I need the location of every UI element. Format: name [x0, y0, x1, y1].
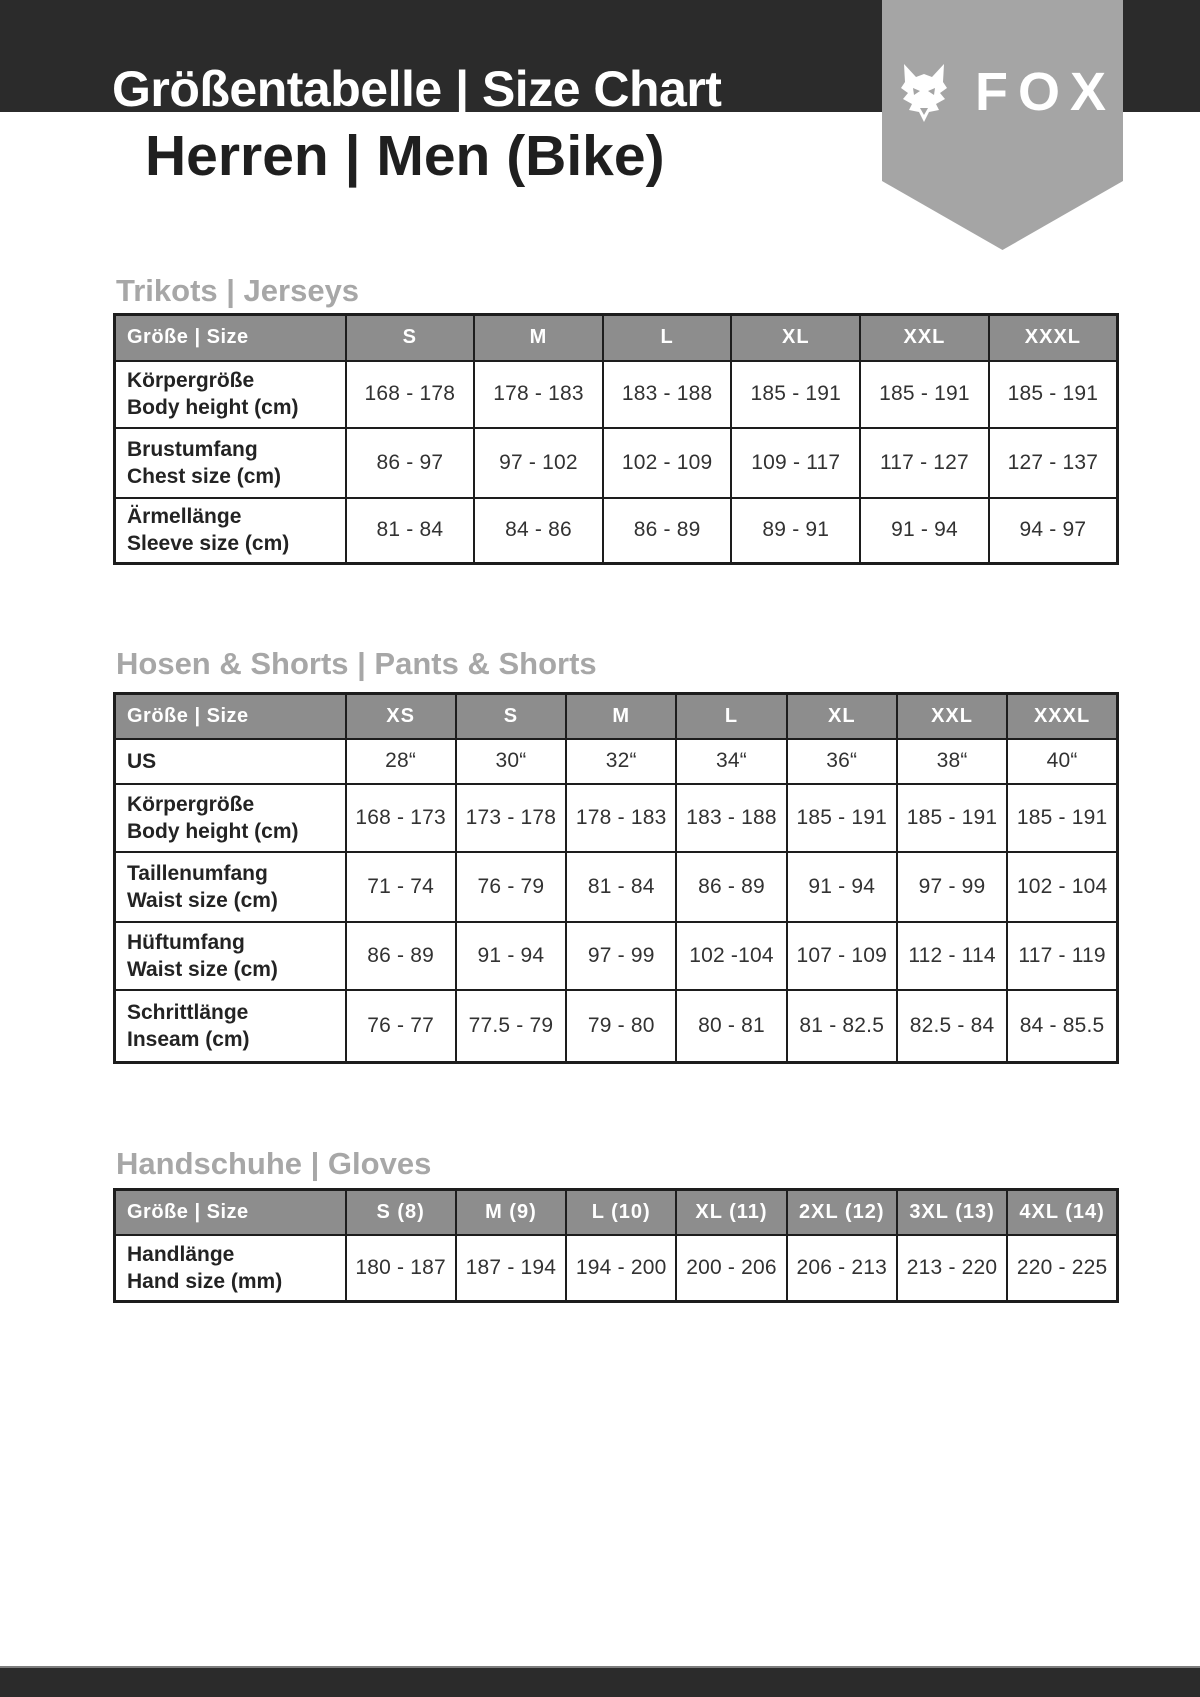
row-label: [115, 922, 346, 990]
size-value-cell: 32“: [566, 739, 676, 784]
size-value-cell: 86 - 89: [346, 922, 456, 990]
row-label-en: Chest size (cm): [127, 464, 282, 488]
size-value-cell: 84 - 86: [474, 498, 603, 564]
page-subtitle: Herren | Men (Bike): [145, 124, 665, 188]
size-value-cell: 185 - 191: [989, 361, 1118, 428]
size-column-header: S: [456, 694, 566, 739]
fox-head-icon: [900, 64, 948, 123]
row-label: [115, 852, 346, 922]
size-column-header: S: [346, 315, 475, 361]
pennant-shape: [882, 0, 1123, 250]
size-column-header: 4XL (14): [1007, 1190, 1117, 1235]
size-column-header: 3XL (13): [897, 1190, 1007, 1235]
table-row: [115, 1235, 1118, 1302]
size-value-cell: 183 - 188: [676, 784, 786, 852]
size-value-cell: 71 - 74: [346, 852, 456, 922]
size-value-cell: 206 - 213: [787, 1235, 897, 1302]
row-label-de: Brustumfang: [127, 437, 258, 461]
row-label-de: Schrittlänge: [127, 1000, 249, 1024]
size-value-cell: 82.5 - 84: [897, 990, 1007, 1063]
size-value-cell: 86 - 97: [346, 428, 475, 498]
table-row: [115, 922, 1118, 990]
row-label-de: US: [127, 749, 157, 773]
size-column-header: M: [566, 694, 676, 739]
size-value-cell: 94 - 97: [989, 498, 1118, 564]
row-label-de: Taillenumfang: [127, 861, 268, 885]
size-value-cell: 168 - 173: [346, 784, 456, 852]
row-label-en: Waist size (cm): [127, 957, 278, 981]
size-value-cell: 127 - 137: [989, 428, 1118, 498]
size-value-cell: 81 - 84: [566, 852, 676, 922]
row-label: [115, 428, 346, 498]
size-value-cell: 117 - 127: [860, 428, 989, 498]
size-column-header: XXL: [860, 315, 989, 361]
size-column-header: XL: [731, 315, 860, 361]
size-value-cell: 187 - 194: [456, 1235, 566, 1302]
size-value-cell: 91 - 94: [787, 852, 897, 922]
row-label: [115, 1235, 346, 1302]
row-label: [115, 990, 346, 1063]
row-label-en: Inseam (cm): [127, 1027, 250, 1051]
row-label-en: Hand size (mm): [127, 1269, 283, 1293]
size-value-cell: 86 - 89: [603, 498, 732, 564]
row-label-en: Sleeve size (cm): [127, 532, 290, 556]
row-label: [115, 739, 346, 784]
size-value-cell: 91 - 94: [860, 498, 989, 564]
size-column-header: XS: [346, 694, 456, 739]
row-label-de: Ärmellänge: [127, 505, 242, 529]
size-value-cell: 40“: [1007, 739, 1117, 784]
size-value-cell: 102 - 104: [1007, 852, 1117, 922]
footer-bar: [0, 1666, 1200, 1697]
size-value-cell: 91 - 94: [456, 922, 566, 990]
table-row: [115, 739, 1118, 784]
size-value-cell: 97 - 102: [474, 428, 603, 498]
section-title-pants: Hosen & Shorts | Pants & Shorts: [116, 646, 597, 681]
row-label: [115, 784, 346, 852]
size-value-cell: 34“: [676, 739, 786, 784]
brand-pennant: [882, 0, 1123, 250]
size-value-cell: 168 - 178: [346, 361, 475, 428]
label-column-header: Größe | Size: [115, 315, 346, 361]
gloves-size-table: [113, 1188, 1119, 1303]
size-column-header: L: [603, 315, 732, 361]
size-value-cell: 81 - 84: [346, 498, 475, 564]
size-value-cell: 200 - 206: [676, 1235, 786, 1302]
page-title: Größentabelle | Size Chart: [112, 61, 722, 117]
size-value-cell: 28“: [346, 739, 456, 784]
table-row: [115, 428, 1118, 498]
size-value-cell: 86 - 89: [676, 852, 786, 922]
size-column-header: M: [474, 315, 603, 361]
size-value-cell: 97 - 99: [897, 852, 1007, 922]
size-column-header: L (10): [566, 1190, 676, 1235]
size-value-cell: 107 - 109: [787, 922, 897, 990]
row-label-de: Körpergröße: [127, 792, 255, 816]
size-value-cell: 102 -104: [676, 922, 786, 990]
size-column-header: 2XL (12): [787, 1190, 897, 1235]
size-value-cell: 220 - 225: [1007, 1235, 1117, 1302]
size-value-cell: 185 - 191: [860, 361, 989, 428]
row-label-de: Hüftumfang: [127, 930, 245, 954]
row-label: [115, 498, 346, 564]
row-label-de: Handlänge: [127, 1242, 235, 1266]
table-row: [115, 852, 1118, 922]
size-value-cell: 80 - 81: [676, 990, 786, 1063]
size-value-cell: 76 - 77: [346, 990, 456, 1063]
size-value-cell: 194 - 200: [566, 1235, 676, 1302]
brand-logo-text: FOX: [975, 62, 1117, 122]
row-label-en: Body height (cm): [127, 396, 299, 419]
row-label-en: Waist size (cm): [127, 888, 278, 912]
size-value-cell: 76 - 79: [456, 852, 566, 922]
size-value-cell: 180 - 187: [346, 1235, 456, 1302]
size-value-cell: 109 - 117: [731, 428, 860, 498]
size-value-cell: 102 - 109: [603, 428, 732, 498]
size-value-cell: 81 - 82.5: [787, 990, 897, 1063]
size-value-cell: 183 - 188: [603, 361, 732, 428]
label-column-header: Größe | Size: [115, 1190, 346, 1235]
size-column-header: XXXL: [1007, 694, 1117, 739]
size-value-cell: 185 - 191: [1007, 784, 1117, 852]
size-value-cell: 84 - 85.5: [1007, 990, 1117, 1063]
label-column-header: Größe | Size: [115, 694, 346, 739]
size-column-header: L: [676, 694, 786, 739]
size-column-header: M (9): [456, 1190, 566, 1235]
size-value-cell: 178 - 183: [474, 361, 603, 428]
size-value-cell: 79 - 80: [566, 990, 676, 1063]
size-column-header: XL: [787, 694, 897, 739]
section-title-gloves: Handschuhe | Gloves: [116, 1146, 432, 1181]
size-value-cell: 185 - 191: [787, 784, 897, 852]
size-value-cell: 97 - 99: [566, 922, 676, 990]
size-value-cell: 30“: [456, 739, 566, 784]
size-column-header: XXL: [897, 694, 1007, 739]
size-value-cell: 185 - 191: [731, 361, 860, 428]
size-value-cell: 185 - 191: [897, 784, 1007, 852]
jerseys-size-table: [113, 313, 1119, 565]
table-row: [115, 361, 1118, 428]
size-value-cell: 173 - 178: [456, 784, 566, 852]
size-column-header: XL (11): [676, 1190, 786, 1235]
size-value-cell: 213 - 220: [897, 1235, 1007, 1302]
size-value-cell: 89 - 91: [731, 498, 860, 564]
size-value-cell: 112 - 114: [897, 922, 1007, 990]
table-row: [115, 784, 1118, 852]
row-label-en: Body height (cm): [127, 819, 299, 843]
pants-size-table: [113, 692, 1119, 1064]
size-column-header: XXXL: [989, 315, 1118, 361]
size-value-cell: 178 - 183: [566, 784, 676, 852]
table-row: [115, 498, 1118, 564]
section-title-jerseys: Trikots | Jerseys: [116, 273, 360, 308]
table-row: [115, 990, 1118, 1063]
size-value-cell: 77.5 - 79: [456, 990, 566, 1063]
size-value-cell: 36“: [787, 739, 897, 784]
size-value-cell: 38“: [897, 739, 1007, 784]
size-column-header: S (8): [346, 1190, 456, 1235]
row-label: [115, 361, 346, 428]
size-value-cell: 117 - 119: [1007, 922, 1117, 990]
row-label-de: Körpergröße: [127, 369, 255, 392]
